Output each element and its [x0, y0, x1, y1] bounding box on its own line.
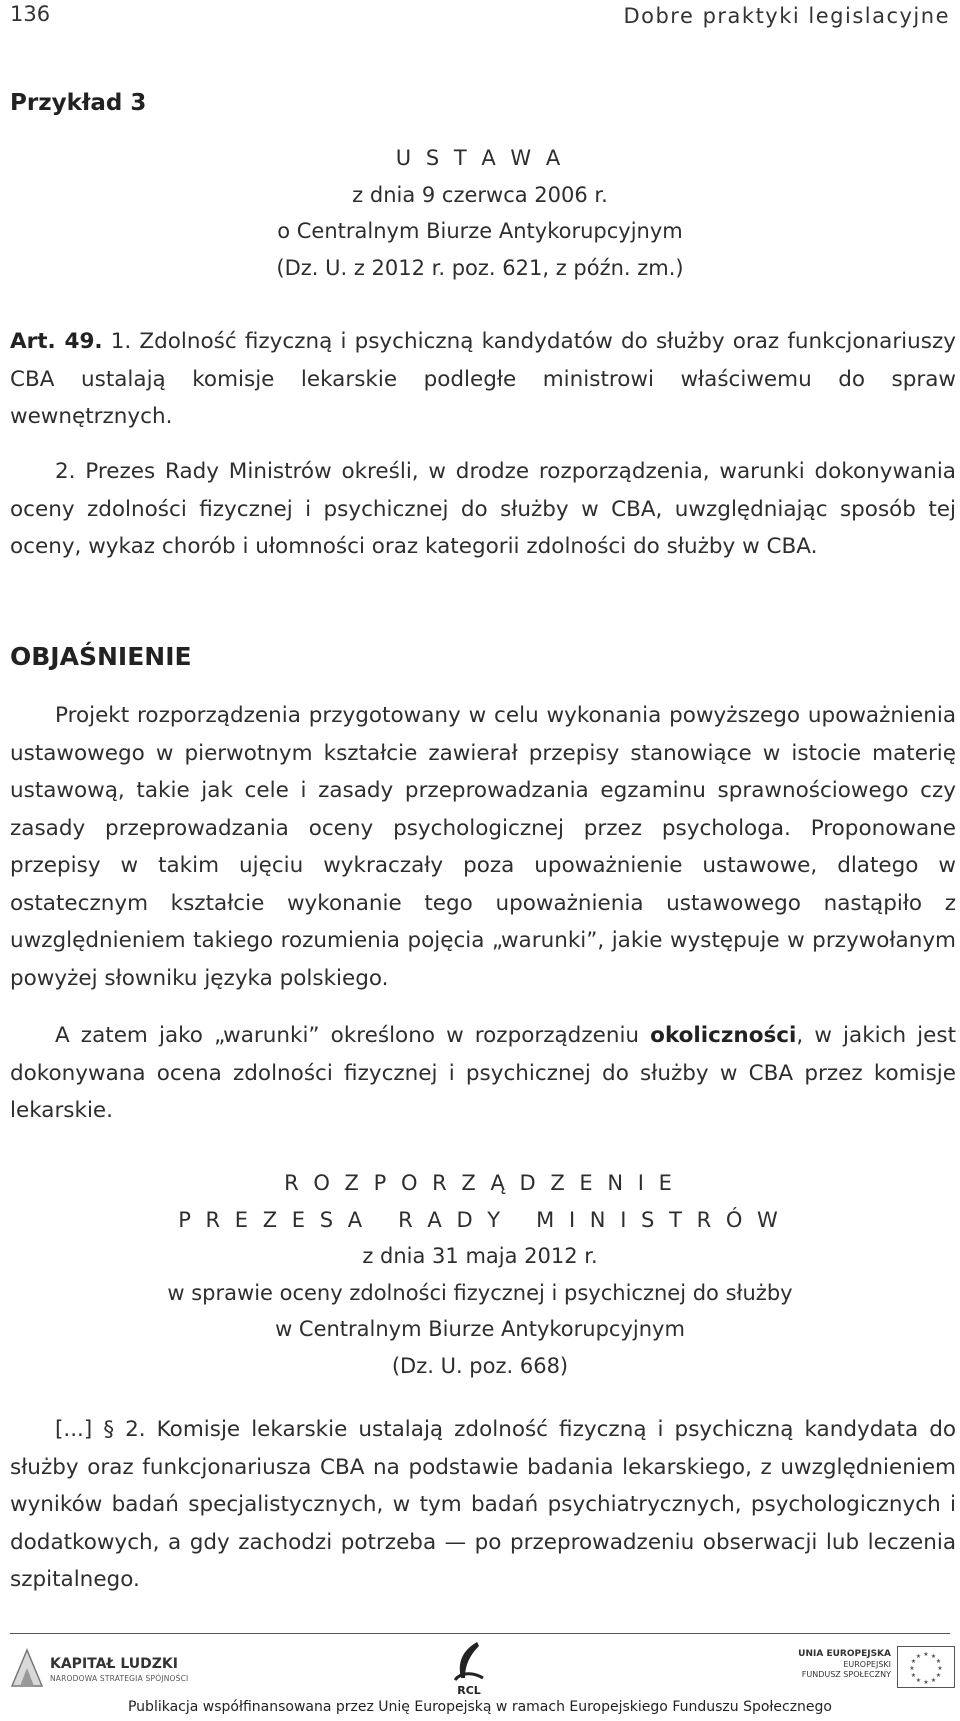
svg-text:★: ★ [910, 1672, 917, 1679]
article-49-paragraph-1 [10, 323, 956, 436]
explanation-title: OBJAŚNIENIE [10, 642, 192, 671]
eu-text: UNIA EUROPEJSKA EUROPEJSKI FUNDUSZ SPOŁECZNY [798, 1649, 891, 1679]
running-title: Dobre praktyki legislacyjne [623, 4, 950, 28]
page-header [10, 0, 950, 32]
article-49-paragraph-2: 2. Prezes Rady Ministrów określi, w drodze rozporządzenia, warunki dokonywania oceny zdolności fizycznej i psychicznej do służby w CBA, uwzględniając sposób tej oceny, wykaz chorób i ułomności oraz kategorii zdolności do służby w CBA. [10, 459, 956, 559]
rcl-label: RCL [457, 1684, 481, 1697]
svg-text:★: ★ [930, 1677, 937, 1684]
article-49-text-1: 1. Zdolność fizyczną i psychiczną kandydatów do służby oraz funkcjonariuszy CBA ustalają komisje lekarskie podległe ministrowi właściwemu do spraw wewnętrznych. [10, 329, 956, 429]
svg-text:★: ★ [910, 1658, 917, 1665]
article-49-label: Art. 49. [10, 329, 103, 354]
regulation-source: (Dz. U. poz. 668) [391, 1353, 569, 1378]
svg-text:★: ★ [915, 1653, 922, 1660]
svg-text:★: ★ [915, 1677, 922, 1684]
kapital-ludzki-subtitle: NARODOWA STRATEGIA SPÓJNOŚCI [50, 1674, 189, 1683]
footer-divider [10, 1633, 950, 1634]
act-date: z dnia 9 czerwca 2006 r. [352, 182, 608, 207]
regulation-issuer: P R E Z E S A R A D Y M I N I S T R Ó W [178, 1207, 782, 1232]
eu-flag-icon [897, 1646, 955, 1688]
regulation-date: z dnia 31 maja 2012 r. [362, 1244, 598, 1268]
regulation-subject-line-2: w Centralnym Biurze Antykorupcyjnym [275, 1317, 685, 1341]
svg-text:★: ★ [923, 1651, 929, 1658]
regulation-subject-line-1: w sprawie oceny zdolności fizycznej i psychicznej do służby [167, 1280, 793, 1305]
regulation-paragraph-2: [...] § 2. Komisje lekarskie ustalają zdolność fizyczną i psychiczną kandydata do służby oraz funkcjonariusza CBA na podstawie badania lekarskiego, z uwzględnieniem wyników badań specjalistycznych, w tym badań psychiatrycznych, psychologicznych i dodatkowych, a gdy zachodzi potrzeba — po przeprowadzeniu obserwacji lub leczenia szpitalnego. [10, 1417, 956, 1592]
regulation-heading: R O Z P O R Z Ą D Z E N I E [284, 1171, 676, 1195]
act-heading-block [0, 140, 960, 286]
kapital-ludzki-title: KAPITAŁ LUDZKI [50, 1656, 178, 1672]
funding-statement: Publikacja współfinansowana przez Unię Europejską w ramach Europejskiego Funduszu Społecznego [127, 1699, 832, 1715]
kapital-ludzki-mark-icon [10, 1646, 44, 1688]
act-subject: o Centralnym Biurze Antykorupcyjnym [277, 219, 683, 243]
eu-logo [798, 1646, 955, 1696]
page-number: 136 [10, 2, 51, 26]
emphasized-term: okoliczności [650, 1023, 797, 1048]
regulation-heading-block [0, 1165, 960, 1384]
svg-text:★: ★ [923, 1679, 929, 1686]
act-source: (Dz. U. z 2012 r. poz. 621, z późn. zm.) [276, 255, 684, 280]
svg-text:★: ★ [930, 1653, 937, 1660]
svg-text:★: ★ [909, 1665, 915, 1672]
act-heading: U S T A W A [395, 146, 565, 170]
example-title: Przykład 3 [10, 90, 147, 116]
svg-text:★: ★ [935, 1672, 942, 1679]
svg-text:★: ★ [935, 1658, 942, 1665]
rcl-logo [441, 1640, 497, 1700]
explanation-paragraph-1: Projekt rozporządzenia przygotowany w celu wykonania powyższego upoważnienia ustawowego w pierwotnym kształcie zawierał przepisy stanowiące w istocie materię ustawową, takie jak cele i zasady przeprowadzania egzaminu sprawnościowego czy zasady przeprowadzania oceny psychologicznej przez psychologa. Proponowane przepisy w takim ujęciu wykraczały poza upoważnienie ustawowe, dlatego w ostatecznym kształcie wykonanie tego upoważnienia ustawowego nastąpiło z uwzględnieniem takiego rozumienia pojęcia „warunki”, jakie występuje w przywołanym powyżej słowniku języka polskiego. [10, 703, 956, 991]
rcl-quill-icon [441, 1640, 497, 1684]
explanation-paragraph-2: A zatem jako „warunki” określono w rozporządzeniu okoliczności, w jakich jest dokonywana ocena zdolności fizycznej i psychicznej do służby w CBA przez komisje lekarskie. [10, 1023, 957, 1123]
svg-text:★: ★ [937, 1665, 943, 1672]
kapital-ludzki-logo [10, 1646, 189, 1694]
